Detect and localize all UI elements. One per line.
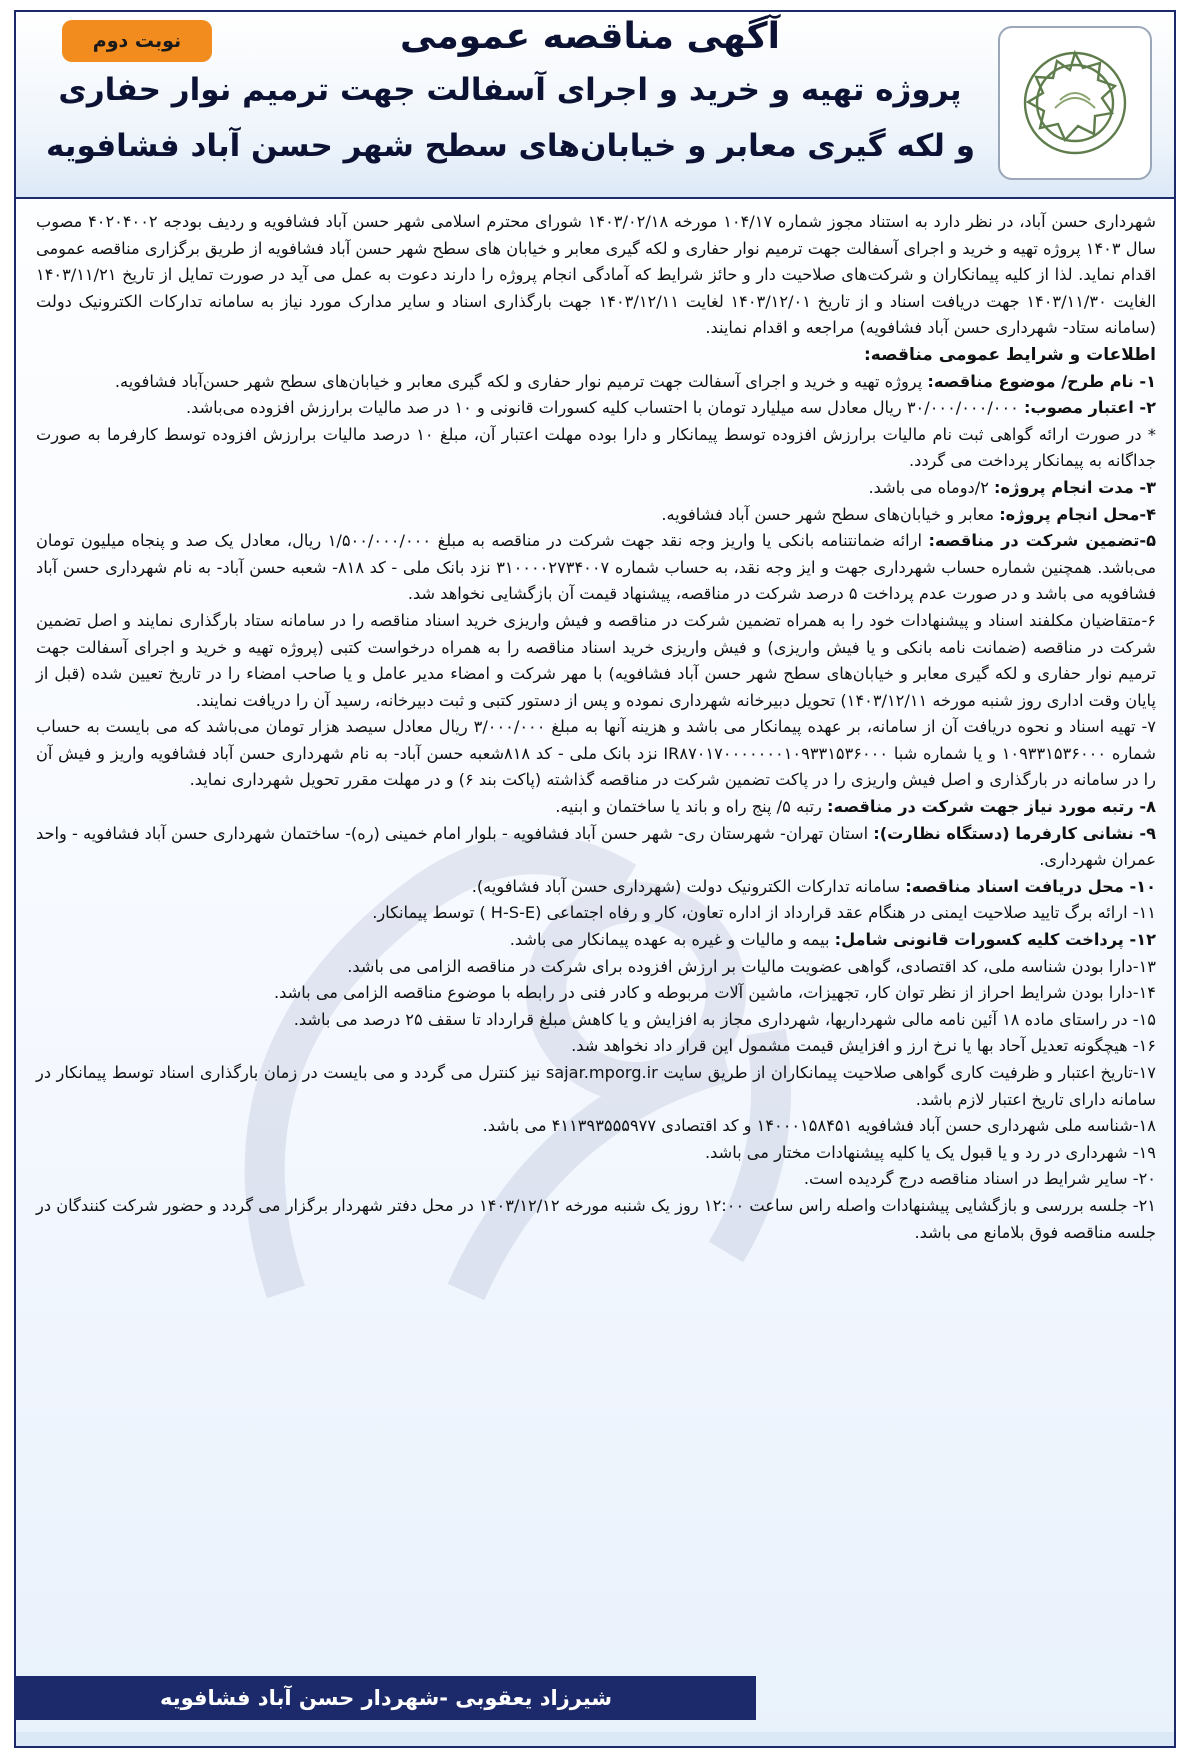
condition-item-text: ۱۶- هیچگونه تعدیل آحاد بها یا نرخ ارز و افزایش قیمت مشمول این قرار داد نخواهد شد.: [571, 1036, 1156, 1056]
signature-bar: شیرزاد یعقوبی -شهردار حسن آباد فشافویه: [16, 1676, 756, 1720]
notice-subtitle-line1: پروژه تهیه و خرید و اجرای آسفالت جهت ترمیم نوار حفاری: [58, 72, 962, 108]
notice-header: [16, 12, 1174, 199]
condition-item: [36, 954, 1156, 981]
condition-item: [36, 874, 1156, 901]
condition-item: [36, 1033, 1156, 1060]
notice-subtitle-line2: و لکه گیری معابر و خیابان‌های سطح شهر حسن آباد فشافویه: [46, 128, 976, 164]
condition-item: [36, 528, 1156, 608]
condition-item-text: پروژه تهیه و خرید و اجرای آسفالت جهت ترمیم نوار حفاری و لکه گیری معابر و خیابان‌های سطح شهر حسن‌آباد فشافویه.: [114, 371, 928, 391]
condition-item: [36, 1193, 1156, 1246]
condition-item-text: ارائه ضمانتنامه بانکی یا واریز وجه نقد جهت شرکت در مناقصه به مبلغ ۱/۵۰۰/۰۰۰/۰۰۰ ریال، معادل یک صد و پنجاه میلیون تومان می‌باشد. همچنین شماره حساب شهرداری جهت و ایز وجه نقد، به حساب شماره ۳۱۰۰۰۰۲۷۳۴۰۰۷ نزد بانک ملی - کد ۸۱۸- شعبه حسن آباد- به نام شهرداری حسن آباد فشافویه می باشد و در صورت عدم پرداخت ۵ درصد شرکت در مناقصه، پیشنهاد قیمت آن بازگشایی نخواهد شد.: [36, 531, 1156, 604]
condition-item: [36, 1007, 1156, 1034]
condition-item: [36, 502, 1156, 529]
condition-item: [36, 369, 1156, 396]
condition-item-text: ۱۳-دارا بودن شناسه ملی، کد اقتصادی، گواهی عضویت مالیات بر ارزش افزوده برای شرکت در مناقصه الزامی می باشد.: [347, 956, 1156, 976]
condition-item-text: سامانه تدارکات الکترونیک دولت (شهرداری حسن آباد فشافویه).: [471, 876, 906, 896]
condition-item-text: ۳۰/۰۰۰/۰۰۰/۰۰۰ ریال معادل سه میلیارد تومان با احتساب کلیه کسورات قانونی و ۱۰ در صد مالیات برارزش افزوده می‌باشد.: [185, 398, 1025, 418]
condition-item: [36, 608, 1156, 714]
condition-item-text: بیمه و مالیات و غیره به عهده پیمانکار می باشد.: [509, 930, 835, 950]
condition-item: [36, 900, 1156, 927]
municipality-logo-icon: [998, 26, 1152, 180]
condition-item-head: ۲- اعتبار مصوب:: [1024, 398, 1156, 418]
condition-item: [36, 395, 1156, 422]
condition-item-head: ۱۰- محل دریافت اسناد مناقصه:: [905, 876, 1156, 896]
condition-item-text: ۱۷-تاریخ اعتبار و ظرفیت کاری گواهی صلاحیت پیمانکاران از طریق سایت sajar.mporg.ir نیز کنترل می گردد و می بایست در زمان بارگذاری اسناد توسط پیمانکار در سامانه دارای تاریخ اعتبار لازم باشد.: [36, 1063, 1156, 1109]
condition-item-text: ۶-متقاضیان مکلفند اسناد و پیشنهادات خود را به همراه تضمین شرکت در مناقصه و فیش واریزی خرید اسناد مناقصه را در سامانه ستاد بارگذاری نمایند و اصل تضمین شرکت در مناقصه (ضمانت نامه بانکی و یا فیش واریزی) و فیش واریزی خرید اسناد مناقصه را به همراه درخواست کتبی (پروژه تهیه و خرید و اجرای آسفالت جهت ترمیم نوار حفاری و لکه گیری معابر و خیابان‌های سطح شهر حسن آباد فشافویه) با مهر شرکت و امضاء مدیر عامل و یا صاحب امضاء را در تاریخ تعیین شده (قبل از پایان وقت اداری روز شنبه مورخه ۱۴۰۳/۱۲/۱۱) تحویل دبیرخانه شهرداری نموده و پس از دستور کتبی و ثبت دبیرخانه، رسید آن را دریافت نمایند.: [36, 610, 1156, 710]
condition-item: [36, 927, 1156, 954]
conditions-heading: اطلاعات و شرایط عمومی مناقصه:: [863, 344, 1156, 365]
condition-item-text: ۱۵- در راستای ماده ۱۸ آئین نامه مالی شهرداریها، شهرداری مجاز به افزایش و یا کاهش مبلغ قرارداد تا سقف ۲۵ درصد می باشد.: [293, 1009, 1156, 1029]
condition-item-text: ۱۹- شهرداری در رد و یا قبول یک یا کلیه پیشنهادات مختار می باشد.: [705, 1142, 1156, 1162]
condition-item-text: ۱۴-دارا بودن شرایط احراز از نظر توان کار، تجهیزات، ماشین آلات مربوطه و کادر فنی در رابطه با موضوع مناقصه الزامی می باشد.: [274, 983, 1156, 1003]
condition-item: [36, 1140, 1156, 1167]
condition-item: [36, 980, 1156, 1007]
condition-item-text: ۲۰- سایر شرایط در اسناد مناقصه درج گردیده است.: [803, 1169, 1156, 1189]
condition-item: [36, 794, 1156, 821]
condition-item-text: ۲/دوماه می باشد.: [868, 477, 995, 497]
condition-item: [36, 422, 1156, 475]
logo-emblem-icon: [1010, 38, 1140, 168]
condition-item-head: ۳- مدت انجام پروژه:: [994, 477, 1156, 497]
conditions-list: [36, 369, 1156, 1247]
notice-body: [36, 209, 1156, 1246]
condition-item-text: رتبه ۵/ پنج راه و باند یا ساختمان و ابنیه.: [555, 797, 828, 817]
condition-item-head: ۱- نام طرح/ موضوع مناقصه:: [927, 371, 1156, 391]
round-badge: نوبت دوم: [62, 20, 212, 62]
condition-item: [36, 1113, 1156, 1140]
condition-item-head: ۴-محل انجام پروژه:: [999, 504, 1156, 524]
condition-item-text: ۱۱- ارائه برگ تایید صلاحیت ایمنی در هنگام عقد قرارداد از اداره تعاون، کار و رفاه اجتماعی (H-S-E ) توسط پیمانکار.: [372, 903, 1156, 923]
condition-item: [36, 821, 1156, 874]
condition-item-text: * در صورت ارائه گواهی ثبت نام مالیات برارزش افزوده توسط پیمانکار و دارا بوده مهلت اعتبار آن، مبلغ ۱۰ درصد مالیات برارزش افزوده توسط کارفرما به صورت جداگانه به پیمانکار پرداخت می گردد.: [36, 424, 1156, 471]
condition-item-head: ۵-تضمین شرکت در مناقصه:: [928, 531, 1156, 551]
condition-item-head: ۱۲- پرداخت کلیه کسورات قانونی شامل:: [834, 930, 1156, 950]
intro-paragraph: شهرداری حسن آباد، در نظر دارد به استناد مجوز شماره ۱۰۴/۱۷ مورخه ۱۴۰۳/۰۲/۱۸ شورای محترم اسلامی شهر حسن آباد فشافویه و ردیف بودجه ۴۰۲۰۴۰۰۲ مصوب سال ۱۴۰۳ پروژه تهیه و خرید و اجرای آسفالت جهت ترمیم نوار حفاری و لکه گیری معابر و خیابان های سطح شهر حسن آباد فشافویه از طریق برگزاری مناقصه عمومی اقدام نماید. لذا از کلیه پیمانکاران و شرکت‌های صلاحیت دار و حائز شرایط که آمادگی انجام پروژه را دارند دعوت به عمل می آید در صورت تمایل از تاریخ ۱۴۰۳/۱۱/۲۱ الغایت ۱۴۰۳/۱۱/۳۰ جهت دریافت اسناد و از تاریخ ۱۴۰۳/۱۲/۰۱ لغایت ۱۴۰۳/۱۲/۱۱ جهت بارگذاری اسناد و سایر مدارک مورد نیاز به سامانه تدارکات الکترونیک دولت (سامانه ستاد- شهرداری حسن آباد فشافویه) مراجعه و اقدام نمایند.: [36, 212, 1156, 338]
condition-item-text: استان تهران- شهرستان ری- شهر حسن آباد فشافویه - بلوار امام خمینی (ره)- ساختمان شهرداری حسن آباد فشافویه - واحد عمران شهرداری.: [36, 823, 1156, 870]
condition-item-text: ۲۱- جلسه بررسی و بازگشایی پیشنهادات واصله راس ساعت ۱۲:۰۰ روز یک شنبه مورخه ۱۴۰۳/۱۲/۱۲ در محل دفتر شهردار برگزار می گردد و حضور شرکت کنندگان در جلسه مناقصه فوق بلامانع می باشد.: [36, 1195, 1156, 1242]
condition-item-text: ۷- تهیه اسناد و نحوه دریافت آن از سامانه، بر عهده پیمانکار می باشد و هزینه آنها به مبلغ ۳/۰۰۰/۰۰۰ ریال معادل سیصد هزار تومان می‌باشد که می بایست به حساب شماره ۱۰۹۳۳۱۵۳۶۰۰۰ و یا شماره شبا IR۸۷۰۱۷۰۰۰۰۰۰۰۱۰۹۳۳۱۵۳۶۰۰۰ نزد بانک ملی - کد ۸۱۸شعبه حسن آباد- به نام شهرداری حسن آباد فشافویه واریز و فیش آن را در سامانه در بارگذاری و اصل فیش واریزی را در پاکت تضمین شرکت در مناقصه گذاشته (پاکت بند ۶) و در مهلت مقرر تحویل شهرداری نماید.: [36, 717, 1156, 790]
condition-item-head: ۹- نشانی کارفرما (دستگاه نظارت):: [873, 823, 1156, 843]
condition-item: [36, 1166, 1156, 1193]
condition-item-head: ۸- رتبه مورد نیاز جهت شرکت در مناقصه:: [827, 797, 1156, 817]
footer-strip: [16, 1732, 1174, 1746]
notice-title: آگهی مناقصه عمومی: [400, 16, 780, 57]
condition-item-text: ۱۸-شناسه ملی شهرداری حسن آباد فشافویه ۱۴۰۰۰۱۵۸۴۵۱ و کد اقتصادی ۴۱۱۳۹۳۵۵۵۹۷۷ می باشد.: [482, 1116, 1156, 1136]
condition-item-text: معابر و خیابان‌های سطح شهر حسن آباد فشافویه.: [661, 504, 1000, 524]
condition-item: [36, 1060, 1156, 1113]
condition-item: [36, 475, 1156, 502]
condition-item: [36, 714, 1156, 794]
notice-frame: [14, 10, 1176, 1748]
